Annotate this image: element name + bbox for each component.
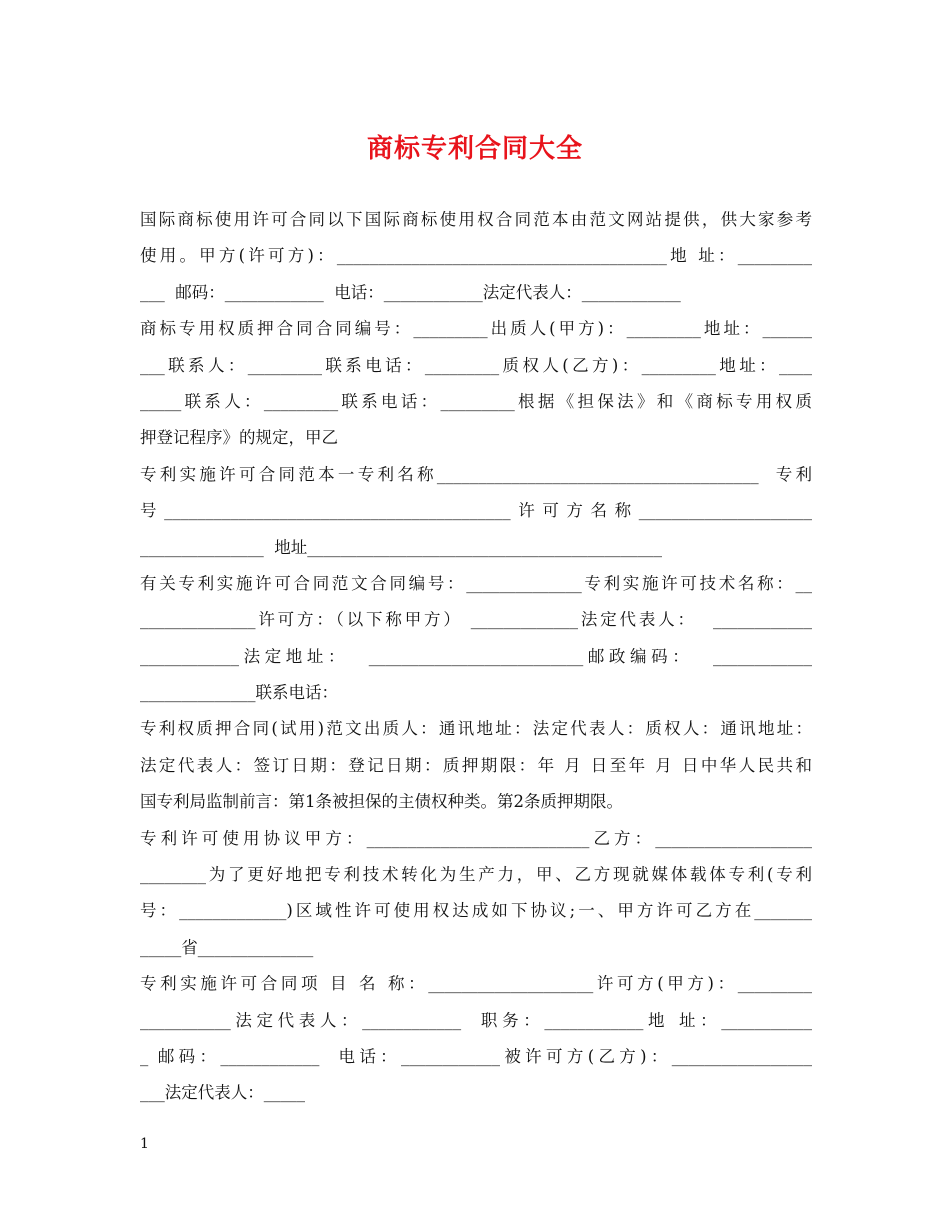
body-text-line: ______________许可方：（以下称甲方） _____________法定代表人： ____________: [140, 610, 812, 630]
document-body: [140, 202, 812, 1112]
body-text-line: _____联系人：_________联系电话：_________根据《担保法》和《商标专用权质: [140, 391, 812, 411]
body-text-line: ____________法定地址： __________________________邮政编码： ____________: [140, 646, 812, 666]
body-text-line: _______________ 地址___________________________________________: [140, 537, 662, 557]
body-text-line: 国专利局监制前言：第1条被担保的主债权种类。第2条质押期限。: [140, 792, 623, 812]
body-text-line: 押登记程序》的规定，甲乙: [140, 428, 338, 448]
page-number: 1: [140, 1136, 149, 1152]
body-text-line: 专利实施许可合同范本一专利名称_______________________________________ 专利: [140, 464, 812, 484]
body-text-line: ______________联系电话：: [140, 683, 338, 703]
body-text-line: 号__________________________________________许可方名称_____________________: [140, 501, 812, 521]
body-text-line: ___________法定代表人：____________ 职务：____________地 址：___________: [140, 1010, 812, 1030]
body-text-line: 有关专利实施许可合同范文合同编号：______________专利实施许可技术名称：__: [140, 573, 812, 593]
body-text-line: 专利许可使用协议甲方：___________________________乙方：___________________: [140, 828, 812, 848]
body-text-line: 专利权质押合同(试用)范文出质人：通讯地址：法定代表人：质权人：通讯地址：: [140, 719, 812, 739]
body-text-line: ___联系人：_________联系电话：_________质权人(乙方)：_________地址：____: [140, 355, 812, 375]
body-text-line: 国际商标使用许可合同以下国际商标使用权合同范本由范文网站提供，供大家参考: [140, 210, 812, 229]
body-text-line: _____省______________: [140, 937, 314, 957]
body-text-line: ___法定代表人：_____: [140, 1083, 305, 1103]
document-title: 商标专利合同大全: [366, 134, 583, 164]
body-text-line: 号：_____________)区域性许可使用权达成如下协议;一、甲方许可乙方在_______: [140, 901, 812, 921]
body-text-line: 使用。甲方(许可方)：________________________________________地 址：_________: [140, 246, 812, 266]
body-text-line: ___ 邮码：____________ 电话：____________法定代表人：____________: [140, 282, 681, 302]
body-text-line: ________为了更好地把专利技术转化为生产力，甲、乙方现就媒体载体专利(专利: [140, 865, 812, 885]
body-text-line: 法定代表人：签订日期：登记日期：质押期限：年 月 日至年 月 日中华人民共和: [140, 755, 812, 775]
body-text-line: _ 邮码：____________ 电话：____________被许可方(乙方)：_________________: [140, 1046, 812, 1066]
body-text-line: 商标专用权质押合同合同编号：_________出质人(甲方)：_________地址：______: [140, 319, 812, 339]
body-text-line: 专利实施许可合同项 目 名 称：____________________许可方(甲方)：_________: [140, 974, 812, 994]
